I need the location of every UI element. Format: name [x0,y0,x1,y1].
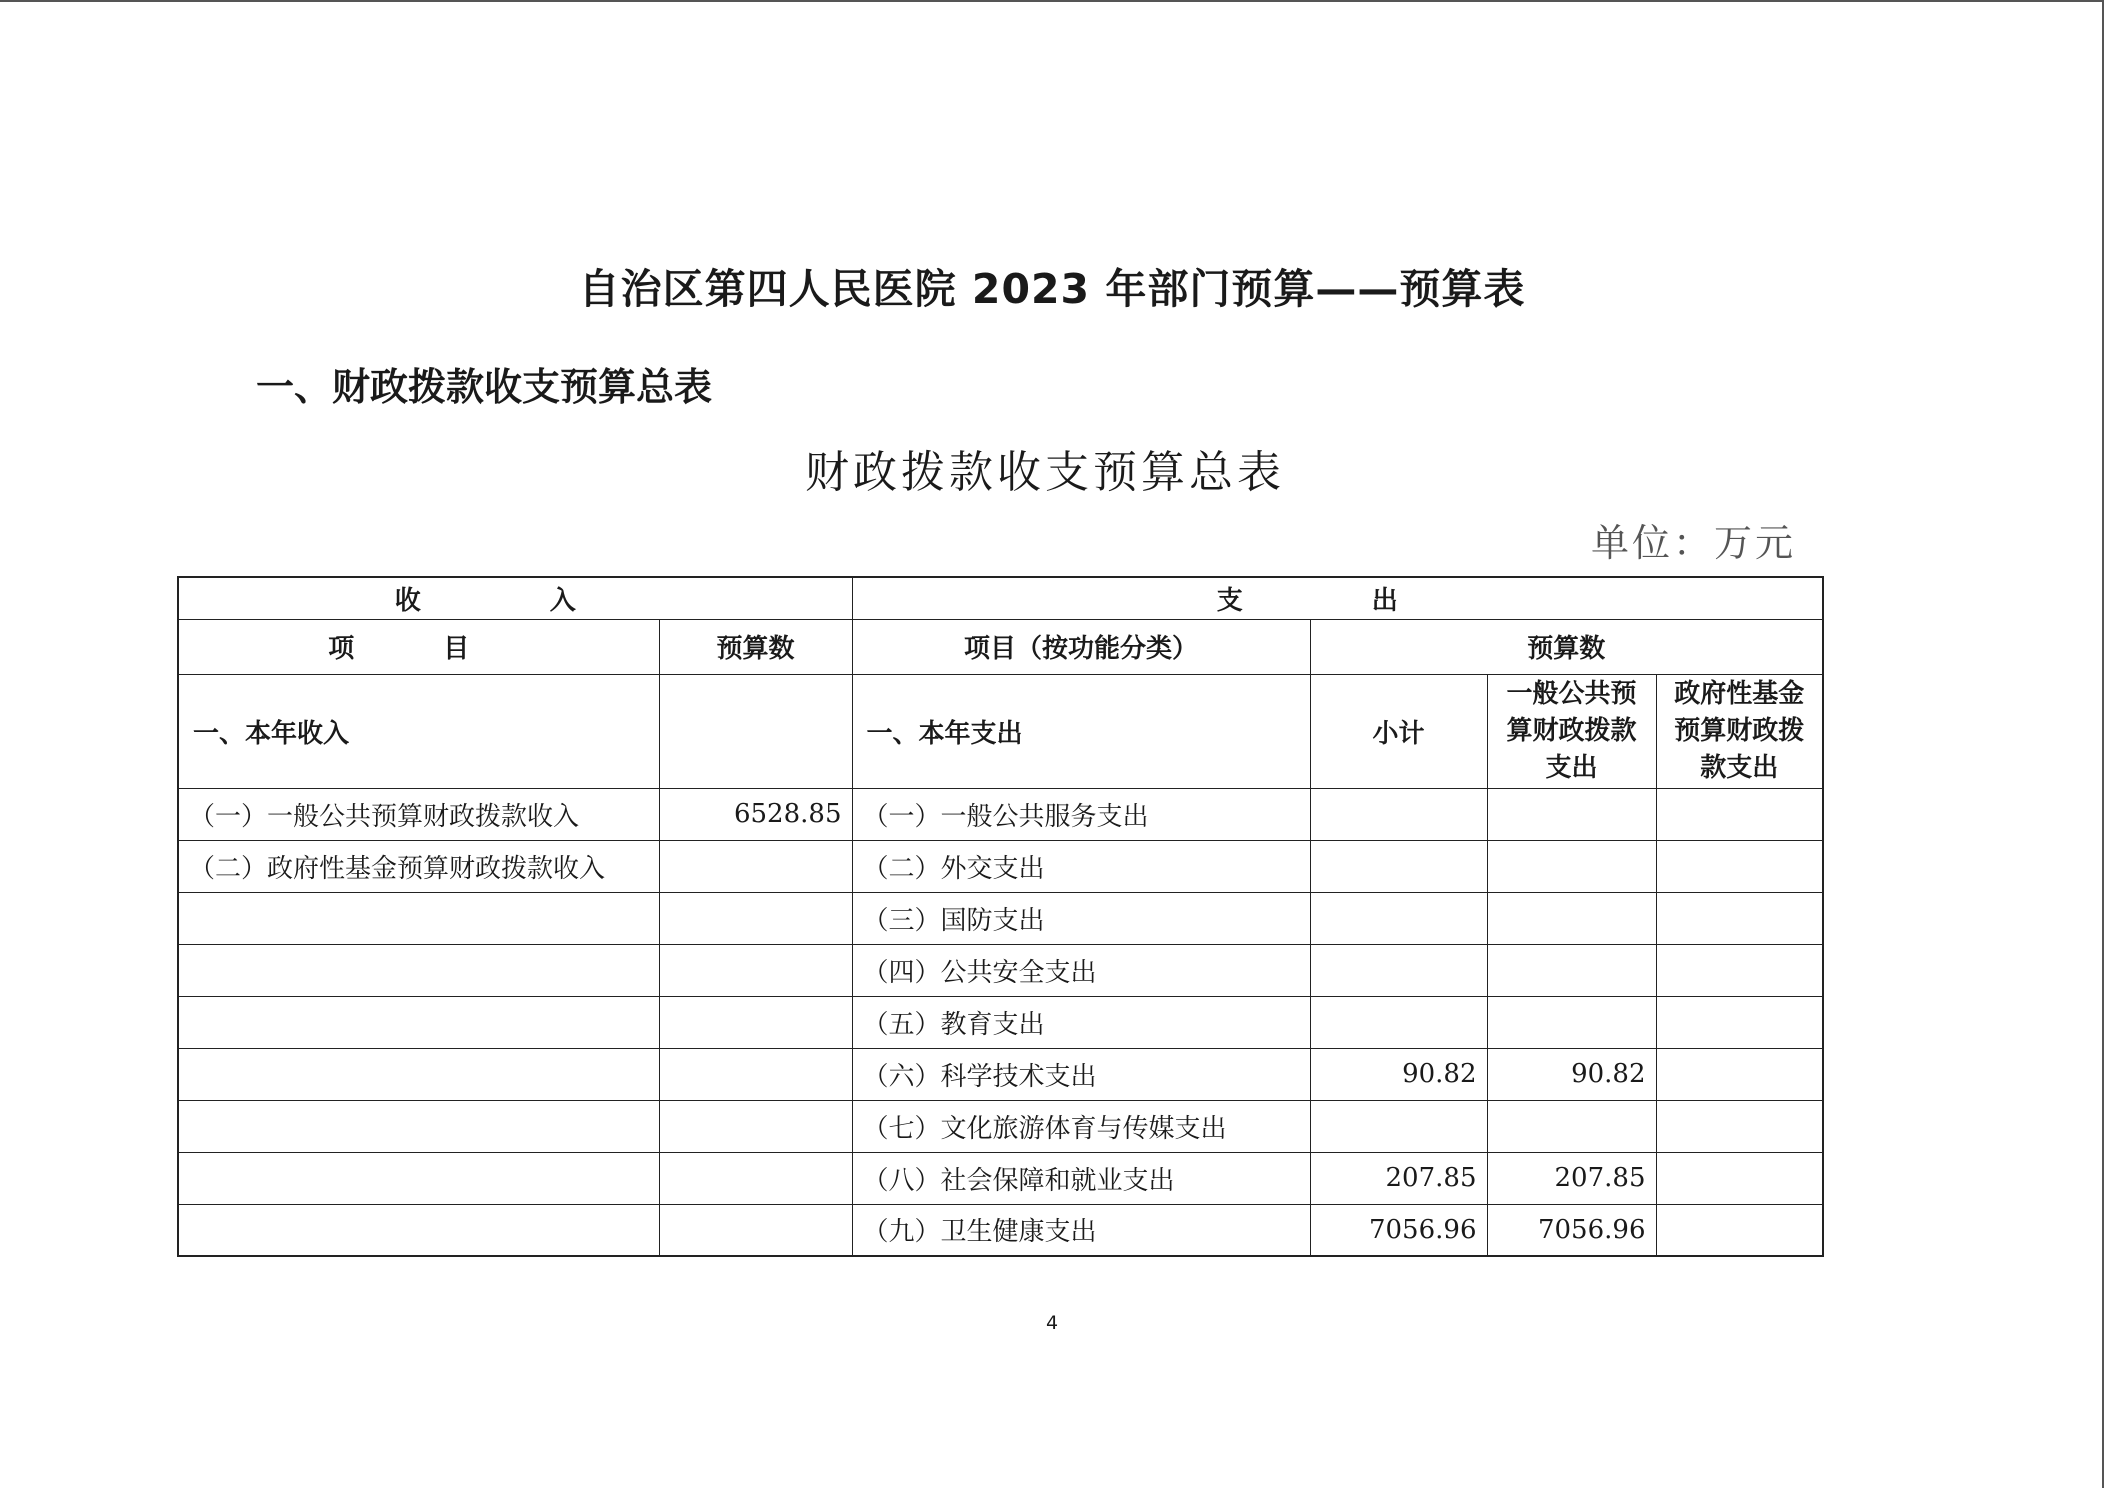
general-public-cell [1487,1100,1656,1152]
expense-item-cell: （四）公共安全支出 [852,944,1310,996]
income-item-cell: （一）一般公共预算财政拨款收入 [178,788,659,840]
general-public-header-line: 支出 [1545,752,1598,783]
general-public-cell [1487,892,1656,944]
table-row [178,788,1823,840]
page-border-top [0,0,2104,2]
subtotal-header: 小计 [1310,674,1487,788]
gov-fund-header-line: 预算财政拨 [1674,715,1805,746]
gov-fund-cell [1656,1152,1823,1204]
gov-fund-cell [1656,892,1823,944]
table-row [178,892,1823,944]
unit-label: 单位：万元 [1590,521,1796,565]
subtotal-cell: 207.85 [1310,1152,1487,1204]
income-amount-cell [659,1048,852,1100]
table-title: 财政拨款收支预算总表 [805,447,1285,498]
income-item-cell [178,1204,659,1256]
general-public-header [1487,674,1656,788]
income-item-cell [178,892,659,944]
income-section-label: 一、本年收入 [178,674,659,788]
gov-fund-cell [1656,1204,1823,1256]
table-row [178,944,1823,996]
header-row-income-expense [178,577,1823,619]
general-public-header-line: 算财政拨款 [1506,715,1637,746]
income-item-cell [178,1048,659,1100]
expense-item-cell: （五）教育支出 [852,996,1310,1048]
budget-summary-table [177,576,1824,1257]
income-amount-cell: 6528.85 [659,788,852,840]
general-public-cell [1487,944,1656,996]
income-amount-cell [659,1204,852,1256]
header-row-sections [178,674,1823,788]
gov-fund-cell [1656,788,1823,840]
general-public-cell [1487,840,1656,892]
income-item-cell: （二）政府性基金预算财政拨款收入 [178,840,659,892]
item-header: 项 目 [178,619,659,674]
gov-fund-cell [1656,840,1823,892]
subtotal-cell [1310,788,1487,840]
subtotal-cell [1310,944,1487,996]
expense-item-cell: （一）一般公共服务支出 [852,788,1310,840]
page-number: 4 [1045,1312,1059,1334]
expense-item-cell: （三）国防支出 [852,892,1310,944]
income-amount-cell [659,944,852,996]
header-row-columns [178,619,1823,674]
table-row [178,996,1823,1048]
table-row [178,1204,1823,1256]
table-row [178,1048,1823,1100]
gov-fund-cell [1656,1048,1823,1100]
income-amount-cell [659,892,852,944]
gov-fund-header [1656,674,1823,788]
subtotal-cell: 7056.96 [1310,1204,1487,1256]
gov-fund-cell [1656,944,1823,996]
table-row [178,1100,1823,1152]
subtotal-cell [1310,1100,1487,1152]
expense-item-cell: （六）科学技术支出 [852,1048,1310,1100]
table-row [178,840,1823,892]
general-public-cell [1487,996,1656,1048]
subtotal-cell [1310,996,1487,1048]
income-section-amount [659,674,852,788]
income-amount-cell [659,1152,852,1204]
income-header: 收 入 [178,577,852,619]
expense-item-cell: （八）社会保障和就业支出 [852,1152,1310,1204]
income-budget-header: 预算数 [659,619,852,674]
general-public-header-line: 一般公共预 [1506,678,1637,709]
income-item-cell [178,944,659,996]
general-public-cell: 207.85 [1487,1152,1656,1204]
gov-fund-header-line: 款支出 [1700,752,1779,783]
gov-fund-cell [1656,996,1823,1048]
general-public-cell: 90.82 [1487,1048,1656,1100]
subtotal-cell [1310,892,1487,944]
expense-item-header: 项目（按功能分类） [852,619,1310,674]
income-amount-cell [659,996,852,1048]
subtotal-cell [1310,840,1487,892]
expense-budget-header: 预算数 [1310,619,1823,674]
income-amount-cell [659,1100,852,1152]
general-public-cell: 7056.96 [1487,1204,1656,1256]
subtotal-cell: 90.82 [1310,1048,1487,1100]
section-heading: 一、财政拨款收支预算总表 [256,365,713,409]
expense-item-cell: （二）外交支出 [852,840,1310,892]
expense-item-cell: （七）文化旅游体育与传媒支出 [852,1100,1310,1152]
income-amount-cell [659,840,852,892]
expense-header: 支 出 [852,577,1823,619]
general-public-cell [1487,788,1656,840]
expense-section-label: 一、本年支出 [852,674,1310,788]
income-item-cell [178,996,659,1048]
income-item-cell [178,1152,659,1204]
gov-fund-header-line: 政府性基金 [1674,678,1805,709]
document-title: 自治区第四人民医院 2023 年部门预算——预算表 [578,265,1526,313]
gov-fund-cell [1656,1100,1823,1152]
expense-item-cell: （九）卫生健康支出 [852,1204,1310,1256]
income-item-cell [178,1100,659,1152]
table-row [178,1152,1823,1204]
